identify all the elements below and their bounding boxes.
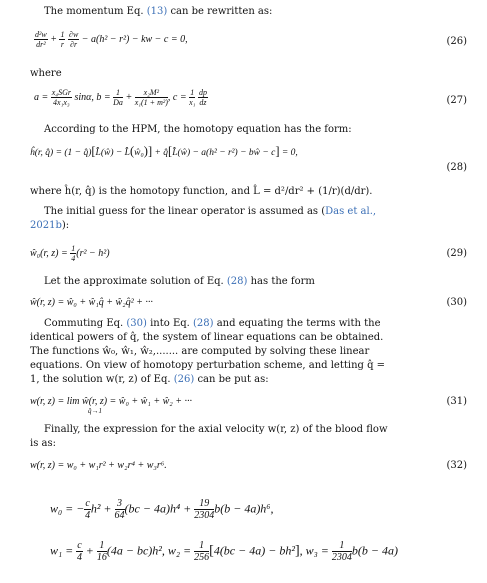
- eq-ref-link[interactable]: (30): [126, 318, 147, 329]
- para-initial-guess-cont: [30, 220, 69, 232]
- eq-number-30: (30): [446, 297, 467, 308]
- eq-ref-link[interactable]: (13): [146, 6, 168, 17]
- eq-number-32: (32): [446, 460, 467, 471]
- eq-number-26: (26): [446, 36, 467, 47]
- para-initial-guess: [44, 206, 376, 218]
- para-text: Let the approximate solution of Eq.: [44, 276, 227, 287]
- coefficient-w0: w₀ = − $\frac{c}{4}$ h² + $\frac{3}{64}$ (bc − 4a)h⁴ + $\frac{19}{2304}$ b(b − 4a)h⁶,: [50, 498, 274, 521]
- para-text: The initial guess for the linear operator is assumed as (: [44, 206, 326, 217]
- para-text: The momentum Eq.: [44, 6, 147, 17]
- para-text: has the form: [247, 276, 315, 287]
- para-text: can be rewritten as:: [167, 6, 273, 17]
- equation-27: a = $\frac{\text{x₄SGr}}{\text{4x₁x₃}}$ sinα, b = $\frac{1}{Da}$ + $\frac{\text{x₂M²}}{\text{x₁(1 + m²)}}$ , c = $\frac{1}{\text{x₁}}$ $\frac{dp}{dz}$: [34, 88, 207, 107]
- para-text: ):: [61, 220, 70, 231]
- para-homotopy-function: where ĥ(r, q̂) is the homotopy function, and L̂ = d²/dr² + (1/r)(d/dr).: [30, 186, 373, 197]
- eq-ref-link[interactable]: (26): [173, 374, 195, 385]
- eq-ref-link[interactable]: (28): [226, 276, 248, 287]
- eq-ref-link[interactable]: (28): [193, 318, 214, 329]
- equation-29: ŵ₀(r, z) = $\frac{1}{4}$ (r² − h²): [30, 244, 110, 263]
- eq-number-27: (27): [446, 95, 467, 106]
- equation-30: ŵ(r, z) = ŵ₀ + ŵ₁q̂ + ŵ₂q̂² + ···: [30, 297, 153, 308]
- para-commuting-line3: The functions ŵ₀, ŵ₁, ŵ₂,....... are computed by solving these linear: [30, 346, 370, 357]
- equation-31: w(r, z) = lim ŵ(r, z) = ŵ₀ + ŵ₁ + ŵ₂ + ···: [30, 396, 192, 407]
- para-commuting-line2: identical powers of q̂, the system of linear equations can be obtained.: [30, 332, 384, 343]
- para-commuting-line4: equations. On view of homotopy perturbation scheme, and letting q̂ =: [30, 360, 386, 371]
- where-label: where: [30, 68, 62, 79]
- citation-link[interactable]: Das et al.,: [325, 206, 377, 217]
- para-commuting-line5: 1, the solution w(r, z) of Eq. (26) can be put as:: [30, 374, 269, 385]
- eq-number-29: (29): [446, 248, 467, 259]
- equation-32: w(r, z) = w₀ + w₁r² + w₂r⁴ + w₃r⁶.: [30, 460, 167, 471]
- eq-number-28: (28): [446, 162, 467, 173]
- para-commuting-line1: Commuting Eq. (30) into Eq. (28) and equating the terms with the: [44, 318, 381, 329]
- eq-number-31: (31): [446, 396, 467, 407]
- para-momentum: [44, 6, 272, 18]
- equation-26: $\frac{\text{d²w}}{\text{dr²}}$ + $\frac{1}{r}$ $\frac{\partial w}{\partial r}$ − a(h² − r²) − kw − c = 0,: [35, 30, 188, 49]
- para-hpm: According to the HPM, the homotopy equation has the form:: [44, 124, 352, 135]
- para-finally-line2: is as:: [30, 438, 56, 449]
- para-finally-line1: Finally, the expression for the axial velocity w(r, z) of the blood flow: [44, 424, 388, 435]
- limit-subscript: q̂→1: [88, 407, 102, 415]
- citation-link[interactable]: 2021b: [30, 220, 62, 231]
- para-approx-solution: [44, 276, 315, 288]
- coefficients-w1-w2-w3: w₁ = $\frac{c}{4}$ + $\frac{1}{16}$ (4a − bc)h², w₂ = $\frac{1}{256}$ [4(bc − 4a) − bh²], w₃ = $\frac{1}{2304}$ b(b − 4a): [50, 540, 398, 563]
- equation-28: ĥ(r, q̂) = (1 − q̂)[L̂(ŵ) − L̂(ŵ₀)] + q̂[L̂(ŵ) − a(h² − r²) − bŵ − c] = 0,: [30, 144, 298, 158]
